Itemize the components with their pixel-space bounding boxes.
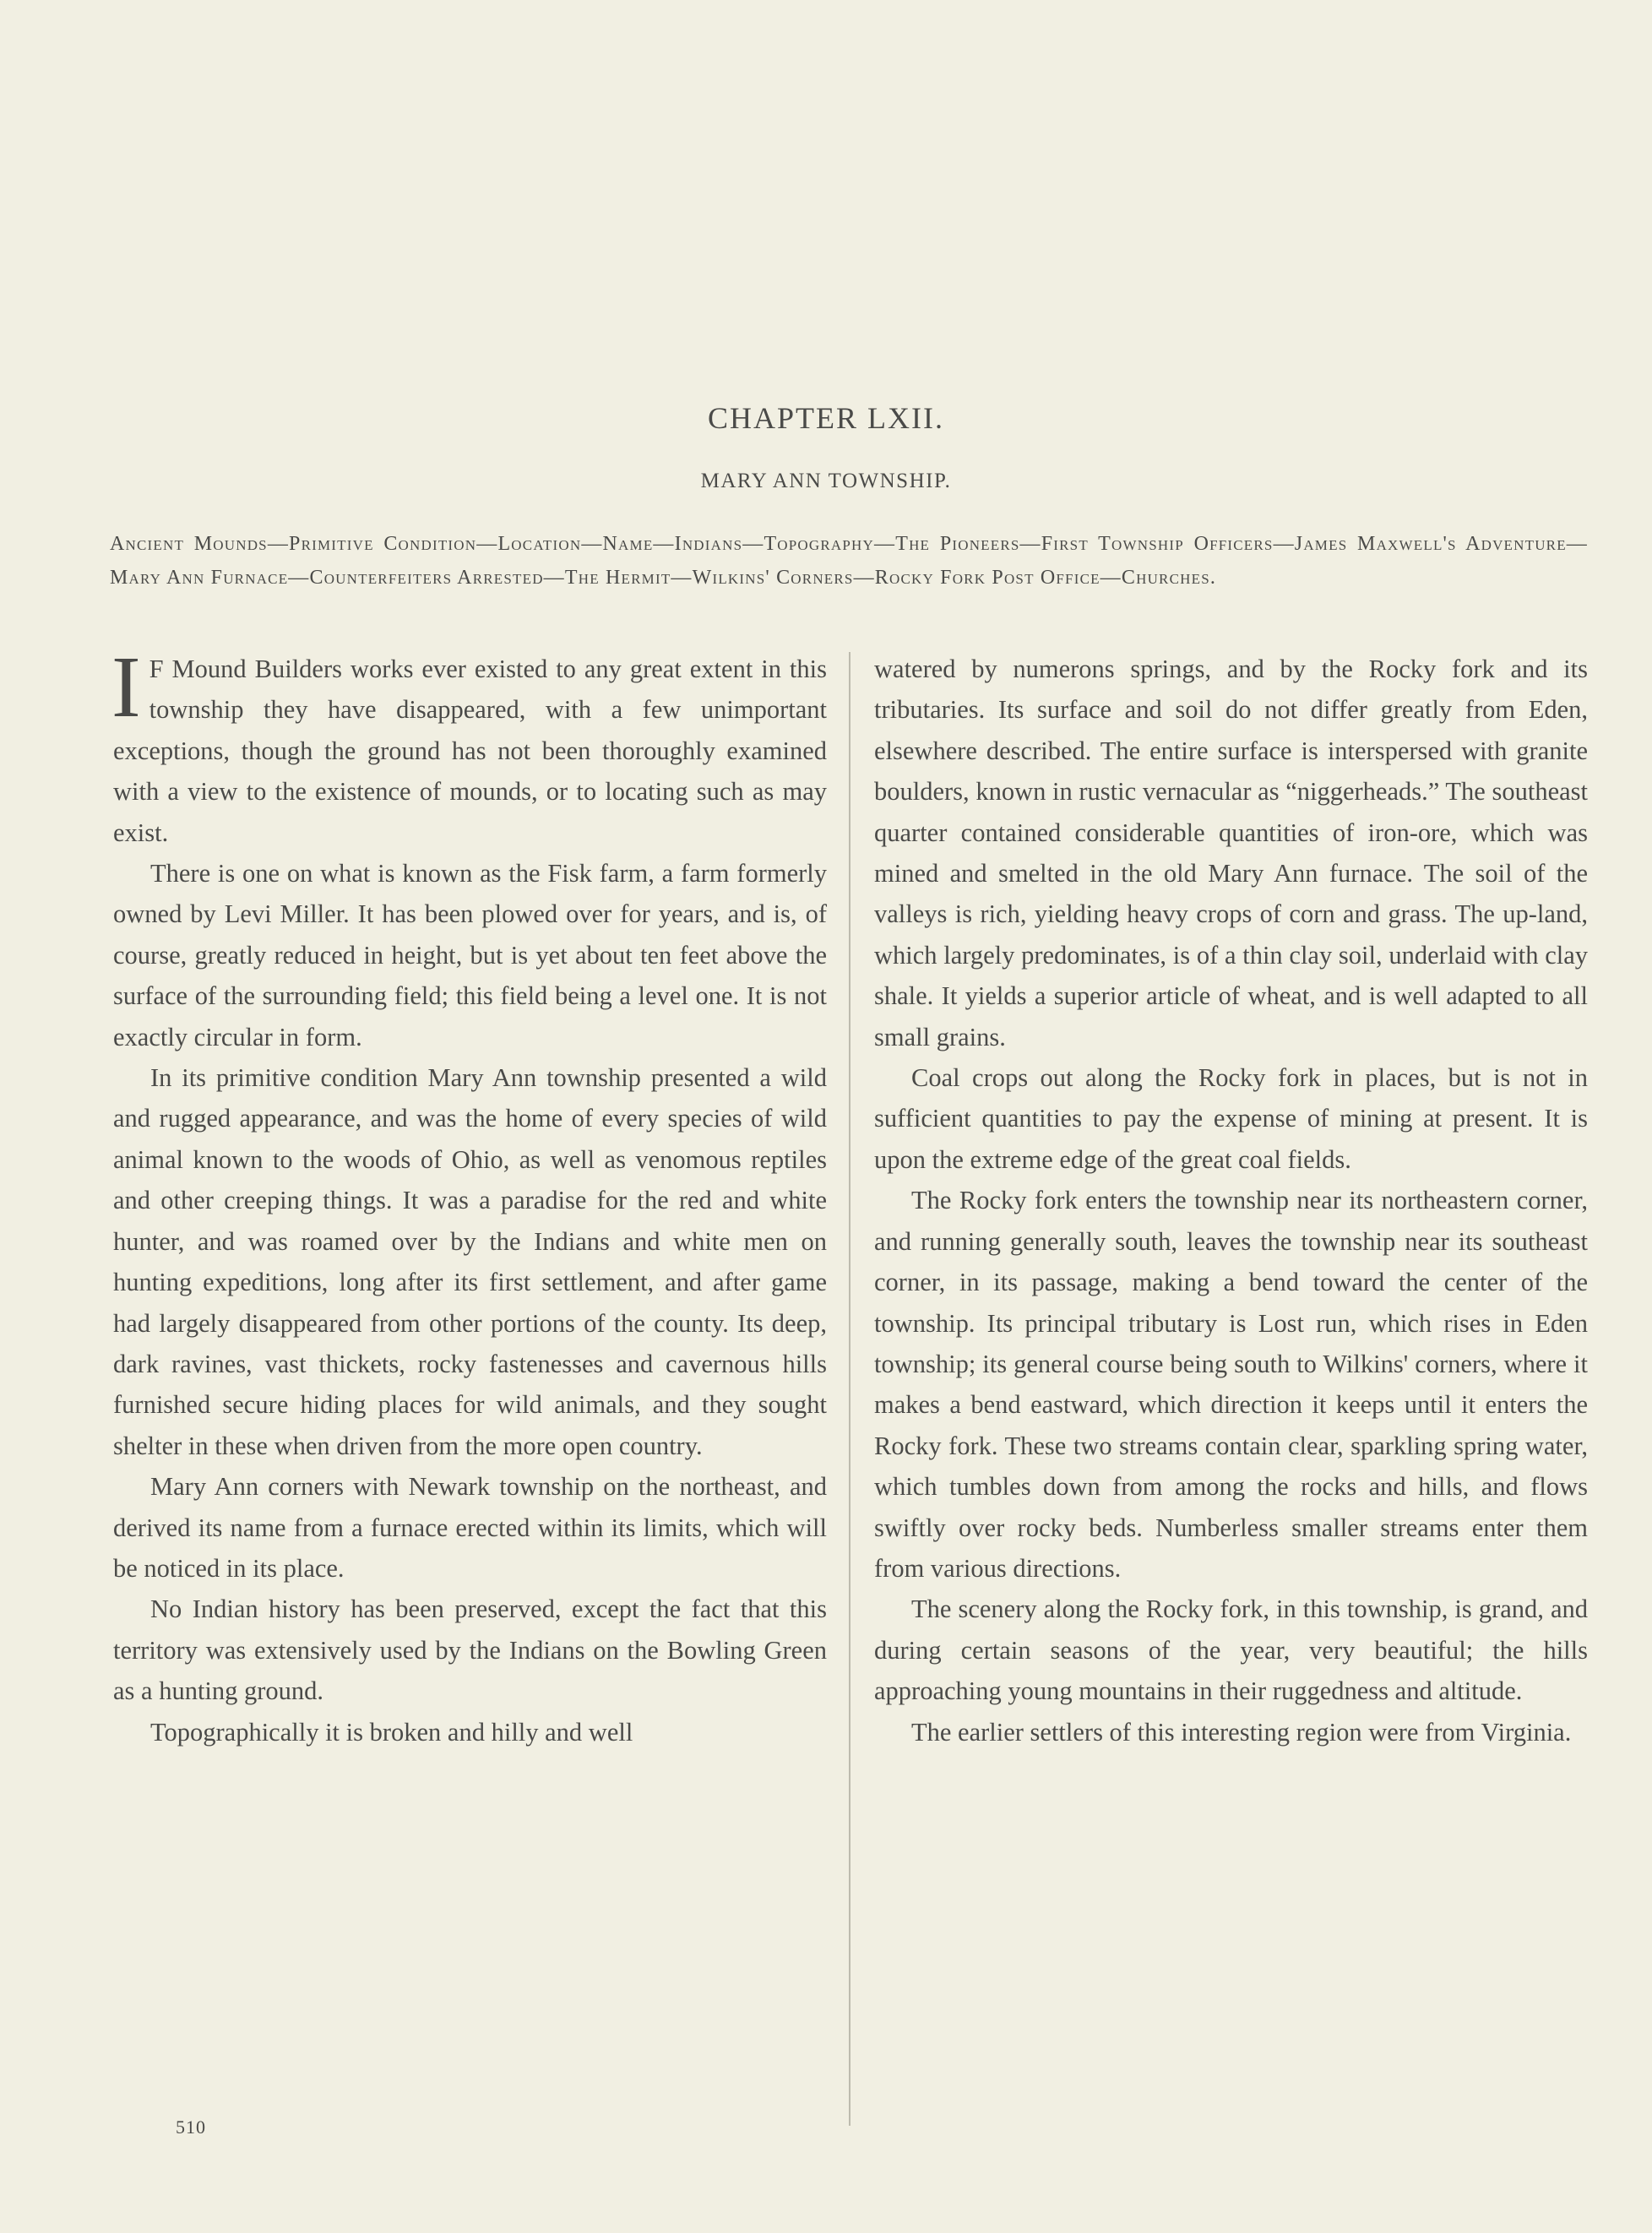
paragraph: No Indian history has been preserved, except the fact that this territory was extensively used by the Indians on the Bowling Green as a hunting ground. — [113, 1595, 827, 1706]
chapter-title: CHAPTER LXII. — [708, 401, 944, 435]
paragraph: The earlier settlers of this interesting region were from Virginia. — [911, 1717, 1572, 1747]
chapter-subtitle: MARY ANN TOWNSHIP. — [700, 470, 952, 492]
synopsis-text: Ancient Mounds—Primitive Condition—Location—Name—Indians—Topography—The Pioneers—First Township Officers—James Maxwell's Adventure—Mary Ann Furnace—Counterfeiters Arrested—The Hermit—Wilkins' Corners—Rocky Fork Post Office—Churches. — [110, 533, 1588, 589]
paragraph: Topographically it is broken and hilly and well — [150, 1717, 633, 1747]
paragraph — [111, 638, 827, 853]
column-divider — [849, 652, 850, 2126]
chapter-synopsis — [110, 527, 1588, 595]
paragraph: The Rocky fork enters the township near its northeastern corner, and running generally south, leaves the township near its southeast corner, in its passage, making a bend toward the center of the township. Its principal tributary is Lost run, which rises in Eden township; its general course being south to Wilkins' corners, where it makes a bend eastward, which direction it keeps until it enters the Rocky fork. These two streams contain clear, sparkling spring water, which tumbles down from among the rocks and hills, and flows swiftly over rocky beds. Numberless smaller streams enter them from various directions. — [874, 1186, 1588, 1583]
paragraph: The scenery along the Rocky fork, in this township, is grand, and during certain seasons of the year, very beautiful; the hills approaching young mountains in their ruggedness and altitude. — [874, 1595, 1588, 1706]
left-column — [111, 638, 827, 1752]
page-number: 510 — [176, 2116, 206, 2138]
paragraph: Mary Ann corners with Newark township on the northeast, and derived its name from a furnace erected within its limits, which will be noticed in its place. — [113, 1472, 827, 1583]
paragraph: watered by numerons springs, and by the Rocky fork and its tributaries. Its surface and soil do not differ greatly from Eden, elsewhere described. The entire surface is interspersed with granite boulders, known in rustic vernacular as “niggerheads.” The southeast quarter contained considerable quantities of iron-ore, which was mined and smelted in the old Mary Ann furnace. The soil of the valleys is rich, yielding heavy crops of corn and grass. The up-land, which largely predominates, is of a thin clay soil, underlaid with clay shale. It yields a superior article of wheat, and is well adapted to all small grains. — [874, 655, 1588, 1051]
paragraph: Coal crops out along the Rocky fork in places, but is not in sufficient quantities to pay the expense of mining at present. It is upon the extreme edge of the great coal fields. — [874, 1063, 1588, 1174]
drop-cap: I — [111, 638, 141, 736]
paragraph-text: F Mound Builders works ever existed to any great extent in this township they have disappeared, with a few unimportant exceptions, though the ground has not been thoroughly examined with a view to the existence of mounds, or to locating such as may exist. — [113, 655, 827, 847]
paragraph: In its primitive condition Mary Ann township presented a wild and rugged appearance, and was the home of every species of wild animal known to the woods of Ohio, as well as venomous reptiles and other creeping things. It was a paradise for the red and white hunter, and was roamed over by the Indians and white men on hunting expeditions, long after its first settlement, and after game had largely disappeared from other portions of the county. Its deep, dark ravines, vast thickets, rocky fastenesses and cavernous hills furnished secure hiding places for wild animals, and they sought shelter in these when driven from the more open country. — [113, 1063, 827, 1460]
paragraph: There is one on what is known as the Fisk farm, a farm formerly owned by Levi Miller. It has been plowed over for years, and is, of course, greatly reduced in height, but is yet about ten feet above the surface of the surrounding field; this field being a level one. It is not exactly circular in form. — [113, 859, 827, 1051]
right-column — [874, 649, 1588, 1752]
